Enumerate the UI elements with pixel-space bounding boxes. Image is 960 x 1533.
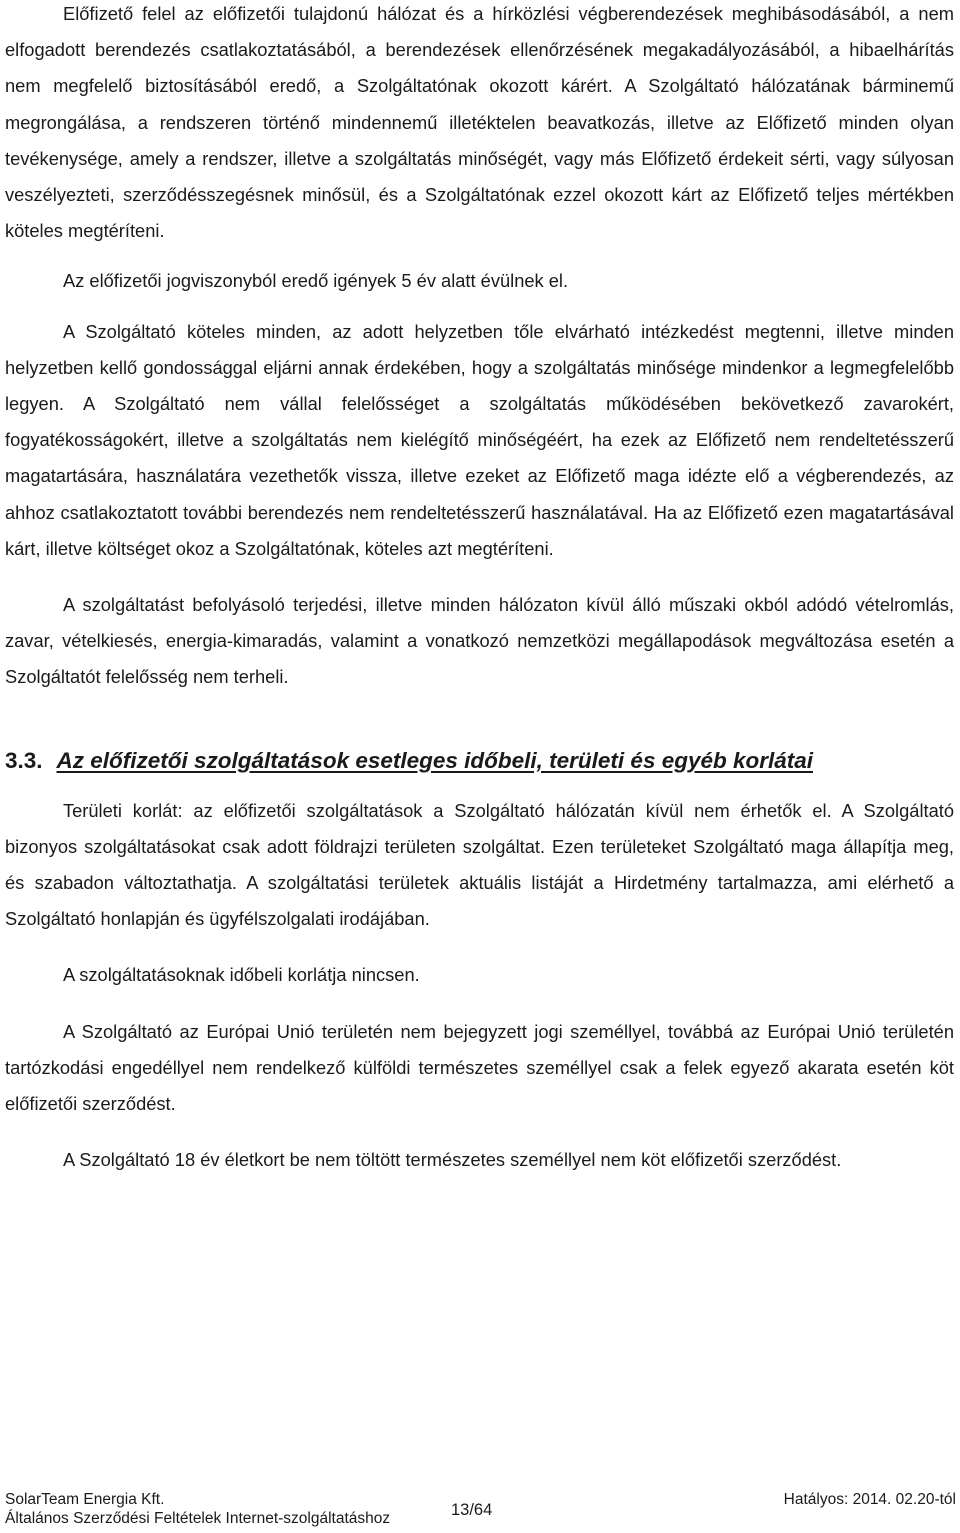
footer-company: SolarTeam Energia Kft. <box>5 1491 165 1508</box>
paragraph-time-limit: A szolgáltatásoknak időbeli korlátja nincsen. <box>63 964 420 986</box>
footer-document-title: Általános Szerződési Feltételek Internet-szolgáltatáshoz <box>5 1510 391 1527</box>
page-footer <box>5 1491 956 1531</box>
paragraph-eu-restriction: A Szolgáltató az Európai Unió területén nem bejegyzett jogi személlyel, továbbá az Európai Unió területén tartózkodási engedéllyel nem rendelkező külföldi természetes személlyel csak a felek egyező akarata esetén köt előfizetői szerződést. <box>5 1020 954 1115</box>
paragraph-age-restriction: A Szolgáltató 18 év életkort be nem töltött természetes személlyel nem köt előfizetői szerződést. <box>63 1149 842 1171</box>
section-number: 3.3. <box>5 747 43 773</box>
section-heading <box>5 743 954 779</box>
paragraph-provider-obligations: A Szolgáltató köteles minden, az adott helyzetben tőle elvárható intézkedést megtenni, illetve minden helyzetben kellő gondossággal eljárni annak érdekében, hogy a szolgáltatás minősége mindenkor a legmegfelelőbb legyen. A Szolgáltató nem vállal felelősséget a szolgáltatás működésében bekövetkező zavarokért, fogyatékosságokért, illetve a szolgáltatás nem kielégítő minőségéért, ha ezek az Előfizető nem rendeltetésszerű magatartására, használatára vezethetők vissza, illetve ezeket az Előfizető maga idézte elő a végberendezés, az ahhoz csatlakoztatott további berendezés nem rendeltetésszerű használatával. Ha az Előfizető ezen magatartásával kárt, illetve költséget okoz a Szolgáltatónak, köteles azt megtéríteni. <box>5 320 954 559</box>
section-title: Az előfizetői szolgáltatások esetleges időbeli, területi és egyéb korlátai <box>56 747 814 773</box>
paragraph-limitation-period: Az előfizetői jogviszonyból eredő igények 5 év alatt évülnek el. <box>63 270 569 292</box>
paragraph-force-majeure: A szolgáltatást befolyásoló terjedési, illetve minden hálózaton kívül álló műszaki okból adódó vételromlás, zavar, vételkiesés, energia-kimaradás, valamint a vonatkozó nemzetközi megállapodások megváltozása esetén a Szolgáltatót felelősség nem terheli. <box>5 594 954 688</box>
footer-page-number: 13/64 <box>451 1501 493 1519</box>
paragraph-subscriber-liability: Előfizető felel az előfizetői tulajdonú hálózat és a hírközlési végberendezések meghibásodásából, a nem elfogadott berendezés csatlakoztatásából, a berendezések ellenőrzésének megakadályozásából, a hibaelhárítás nem megfelelő biztosításából eredő, a Szolgáltatónak okozott kárért. A Szolgáltató hálózatának bárminemű megrongálása, a rendszeren történő mindennemű illetéktelen beavatkozás, illetve az Előfizető minden olyan tevékenysége, amely a rendszer, illetve a szolgáltatás minőségét, vagy más Előfizető érdekeit sérti, vagy súlyosan veszélyezteti, szerződésszegésnek minősül, és a Szolgáltatónak ezzel okozott kárt az Előfizető teljes mértékben köteles megtéríteni. <box>5 3 954 242</box>
paragraph-territorial-limit: Területi korlát: az előfizetői szolgáltatások a Szolgáltató hálózatán kívül nem érhetők el. A Szolgáltató bizonyos szolgáltatásokat csak adott földrajzi területen szolgáltat. Ezen területeket Szolgáltató maga állapítja meg, és szabadon változtathatja. A szolgáltatási területek aktuális listáját a Hirdetmény tartalmazza, ami elérhető a Szolgáltató honlapján és ügyfélszolgalati irodájában. <box>5 799 954 930</box>
document-body <box>5 0 954 1178</box>
footer-effective-date: Hatályos: 2014. 02.20-tól <box>783 1491 956 1508</box>
